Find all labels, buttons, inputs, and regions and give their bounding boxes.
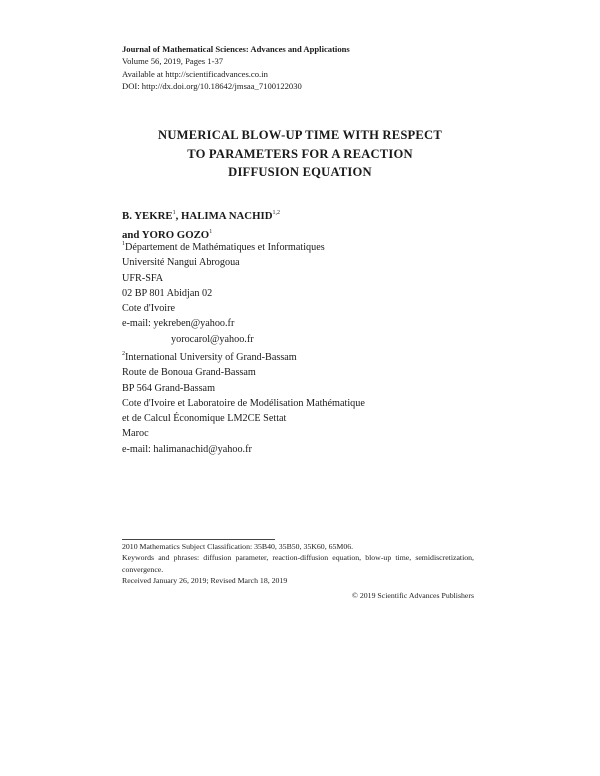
affiliation-1-email: e-mail: yekreben@yahoo.fr	[122, 318, 235, 330]
affiliation-1-line: Université Nangui Abrogoua	[122, 257, 240, 269]
affiliation-2-marker: 2	[122, 351, 125, 357]
affiliation-1-line: UFR-SFA	[122, 272, 164, 284]
journal-doi: DOI: http://dx.doi.org/10.18642/jmsaa_7100122030	[122, 81, 302, 92]
journal-volume: Volume 56, 2019, Pages 1-37	[122, 56, 224, 67]
footnote-divider	[122, 539, 275, 540]
affiliation-1-marker: 1	[122, 241, 125, 247]
author-yekre-affiliation: 1	[172, 210, 176, 216]
affiliation-2-line: $^2$International University of Grand-Bassam	[122, 351, 297, 363]
affiliation-2-line: Cote d'Ivoire et Laboratoire de Modélisation Mathématique	[122, 397, 365, 409]
author-gozo: YORO GOZO	[141, 229, 210, 241]
footnotes	[122, 541, 474, 587]
affiliation-1-email-2: yorocarol@yahoo.fr	[171, 333, 254, 345]
received-dates: Received January 26, 2019; Revised March 18, 2019	[122, 576, 288, 586]
author-separator: ,	[175, 210, 182, 222]
msc-classification: 2010 Mathematics Subject Classification: 35B40, 35B50, 35K60, 65M06.	[122, 542, 354, 551]
keywords: Keywords and phrases: diffusion parameter, reaction-diffusion equation, blow-up time, semidiscretization, convergence.	[122, 553, 474, 574]
affiliation-1-line: 02 BP 801 Abidjan 02	[122, 287, 213, 299]
journal-availability: Available at http://scientificadvances.co.in	[122, 68, 268, 79]
affiliation-1-line: Cote d'Ivoire	[122, 303, 176, 315]
affiliation-2	[122, 347, 365, 457]
affiliation-2-line: Maroc	[122, 428, 149, 440]
author-yekre: B. YEKRE	[122, 210, 173, 222]
copyright-notice: © 2019 Scientific Advances Publishers	[352, 591, 474, 600]
title-line-2: TO PARAMETERS FOR A REACTION	[187, 146, 413, 161]
journal-name: Journal of Mathematical Sciences: Advances and Applications	[122, 44, 350, 54]
affiliation-1	[122, 237, 325, 347]
author-line-1	[122, 205, 280, 224]
affiliation-2-line: Route de Bonoua Grand-Bassam	[122, 367, 256, 379]
journal-header	[122, 43, 350, 93]
affiliation-2-email: e-mail: halimanachid@yahoo.fr	[122, 443, 252, 455]
paper-title	[0, 126, 600, 182]
title-line-1: NUMERICAL BLOW-UP TIME WITH RESPECT	[158, 128, 442, 142]
affiliation-2-line: BP 564 Grand-Bassam	[122, 382, 216, 394]
affiliation-2-line: et de Calcul Économique LM2CE Settat	[122, 413, 287, 425]
author-and: and	[122, 229, 142, 241]
title-line-3: DIFFUSION EQUATION	[228, 165, 372, 179]
author-nachid-affiliation: 1,2	[272, 210, 280, 216]
author-nachid: HALIMA NACHID	[181, 210, 273, 222]
author-gozo-affiliation: 1	[209, 229, 213, 235]
affiliation-1-line: $^1$Département de Mathématiques et Informatiques	[122, 241, 325, 253]
